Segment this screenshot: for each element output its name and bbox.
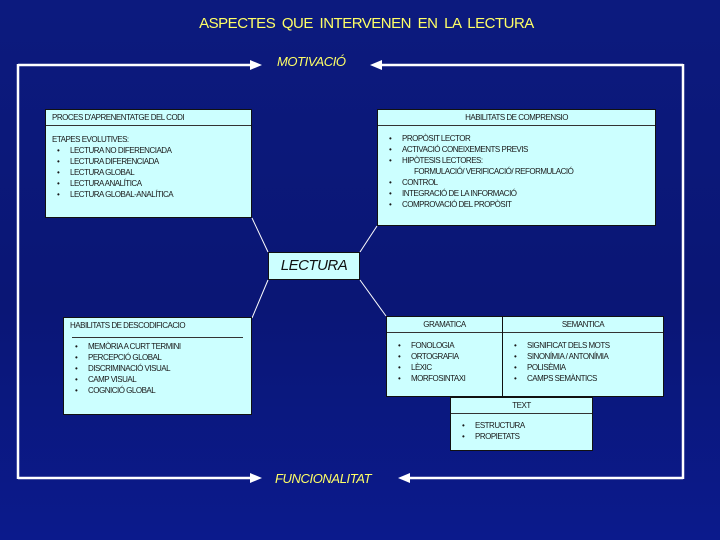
decoding-skills-header: HABILITATS DE DESCODIFICACIO: [70, 321, 186, 330]
text-box: [450, 397, 593, 451]
list-item: • LECTURA ANALÍTICA: [52, 178, 245, 189]
grammar-header: GRAMATICA: [387, 317, 502, 333]
list-item: • DISCRIMINACIÓ VISUAL: [70, 363, 245, 374]
list-item: • POLISÈMIA: [509, 362, 657, 373]
list-item: • FONOLOGIA: [393, 340, 496, 351]
connector-bottom-left: [252, 280, 268, 318]
semantics-header: SEMANTICA: [503, 317, 663, 333]
semantics-box: [502, 316, 664, 397]
list-item: • MORFOSINTAXI: [393, 373, 496, 384]
code-learning-header: PROCES D'APRENENTATGE DEL CODI: [46, 110, 251, 126]
motivation-label: MOTIVACIÓ: [277, 54, 346, 69]
list-item: • SIGNIFICAT DELS MOTS: [509, 340, 657, 351]
list-item: • COMPROVACIÓ DEL PROPÒSIT: [384, 199, 649, 210]
decoding-skills-box: [63, 317, 252, 415]
functionality-label: FUNCIONALITAT: [275, 471, 372, 486]
list-item: • ORTOGRAFIA: [393, 351, 496, 362]
list-item: • CONTROL: [384, 177, 649, 188]
list-item: • HIPÒTESIS LECTORES:: [384, 155, 649, 166]
comprehension-skills-box: [377, 109, 656, 226]
list-item: • PROPÒSIT LECTOR: [384, 133, 649, 144]
list-item: • INTEGRACIÓ DE LA INFORMACIÓ: [384, 188, 649, 199]
evolutionary-stages-label: ETAPES EVOLUTIVES:: [52, 135, 129, 144]
reading-center-node: LECTURA: [268, 252, 360, 280]
code-learning-box: [45, 109, 252, 218]
list-item: • LECTURA NO DIFERENCIADA: [52, 145, 245, 156]
comprehension-skills-header: HABILITATS DE COMPRENSIO: [378, 110, 655, 126]
diagram-title: ASPECTES QUE INTERVENEN EN LA LECTURA: [199, 15, 534, 32]
list-item: • CAMPS SEMÀNTICS: [509, 373, 657, 384]
arrow-left-bottom: [398, 473, 410, 483]
list-item: • LECTURA GLOBAL: [52, 167, 245, 178]
list-item: • ACTIVACIÓ CONEIXEMENTS PREVIS: [384, 144, 649, 155]
arrow-right-bottom: [250, 473, 262, 483]
list-item: • LECTURA DIFERENCIADA: [52, 156, 245, 167]
list-item: • PERCEPCIÓ GLOBAL: [70, 352, 245, 363]
arrow-right-top: [250, 60, 262, 70]
connector-top-left: [252, 218, 268, 252]
grammar-box: [386, 316, 503, 397]
list-item: • MEMÒRIA A CURT TERMINI: [70, 341, 245, 352]
list-item: • LÈXIC: [393, 362, 496, 373]
list-item-continuation: FORMULACIÓ/ VERIFICACIÓ/ REFORMULACIÓ: [414, 167, 574, 176]
arrow-left-top: [370, 60, 382, 70]
list-item: • LECTURA GLOBAL-ANALÍTICA: [52, 189, 245, 200]
list-item: • CAMP VISUAL: [70, 374, 245, 385]
list-item: • PROPIETATS: [457, 431, 586, 442]
connector-bottom-right: [360, 280, 386, 316]
connector-top-right: [360, 226, 377, 252]
list-item: • SINONÍMIA / ANTONÍMIA: [509, 351, 657, 362]
text-header: TEXT: [451, 398, 592, 414]
list-item: • ESTRUCTURA: [457, 420, 586, 431]
list-item: • COGNICIÓ GLOBAL: [70, 385, 245, 396]
